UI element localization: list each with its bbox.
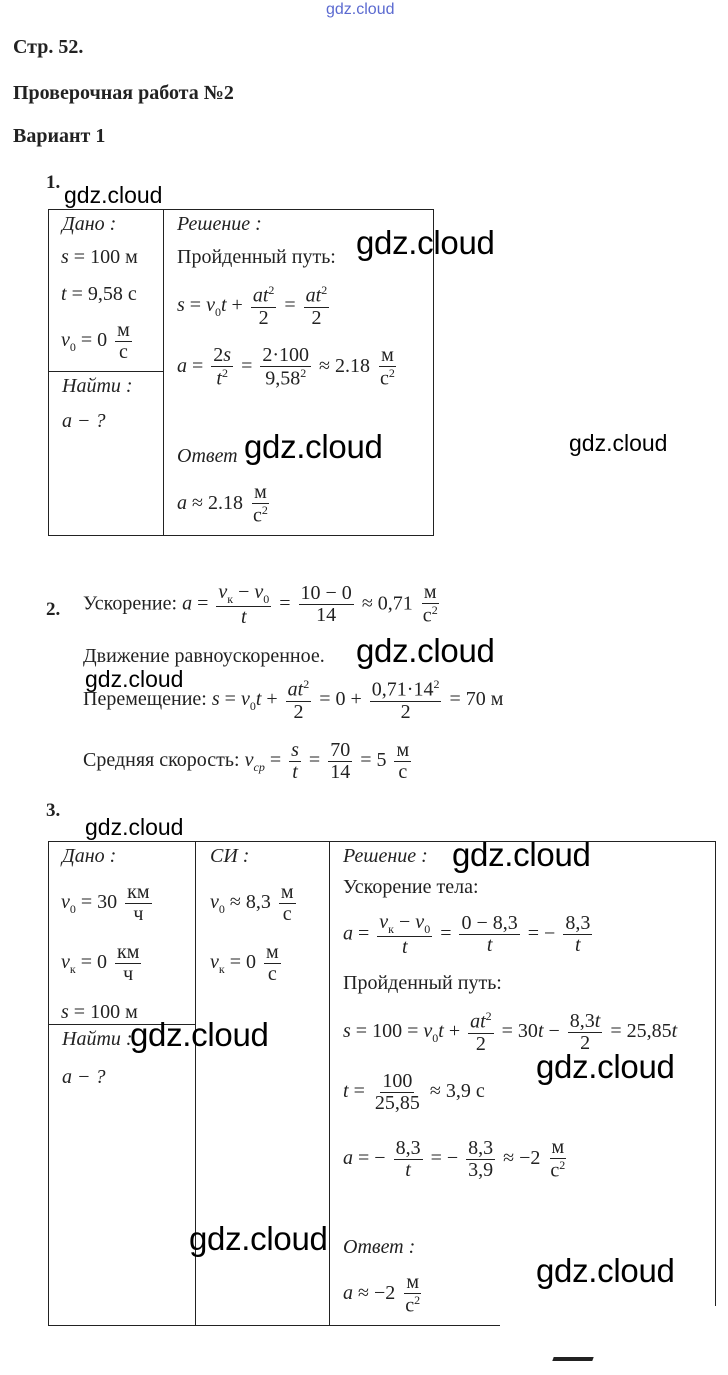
watermark: gdz.cloud	[452, 836, 591, 873]
given-t: t = 9,58 с	[61, 283, 137, 305]
formula-a: a = $\frac{2s}{t^2}$ = $\frac{2\cdot 100}{9,58^2}$ ≈ 2.18 $\frac{м}{с^2}$	[177, 344, 395, 390]
watermark: gdz.cloud	[536, 1048, 675, 1085]
find-label: Найти :	[62, 375, 133, 397]
accel-label: Ускорение тела:	[343, 876, 479, 898]
task-number: 3.	[46, 800, 61, 821]
accel-formula: a = $\frac{v_к - v_0}{t}$ = $\frac{0 - 8,3}{t}$ = − $\frac{8,3}{t}$	[343, 911, 591, 958]
given-v0: $v_0 = 0$ $\frac{м}{с}$	[61, 319, 130, 363]
watermark: gdz.cloud	[536, 1252, 675, 1289]
si-v0: $v_0 \approx 8,3$ $\frac{м}{с}$	[210, 881, 294, 925]
page-number: Стр. 52.	[13, 36, 84, 58]
watermark: gdz.cloud	[130, 1016, 269, 1053]
given-s: s = 100 м	[61, 246, 138, 268]
motion-type: Движение равноускоренное.	[83, 645, 325, 667]
watermark: gdz.cloud	[189, 1220, 328, 1257]
path-formula: $s = 100 = v_0t$ + $\frac{at^2}{2}$ = 30t − $\frac{8,3t}{2}$ = 25,85t	[343, 1009, 678, 1055]
answer-label: Ответ	[177, 445, 238, 467]
watermark: gdz.cloud	[244, 428, 383, 465]
find-value: a − ?	[62, 410, 106, 432]
time-formula: t = $\frac{100}{25,85}$ ≈ 3,9 с	[343, 1070, 485, 1114]
watermark: gdz.cloud	[64, 182, 163, 208]
acceleration-line: Ускорение: a = $\frac{v_к - v_0}{t}$ = $\frac{10 - 0}{14}$ ≈ 0,71 $\frac{м}{с^2}$	[83, 581, 438, 628]
page-title: Проверочная работа №2	[13, 82, 234, 104]
given-v0: $v_0 = 30$ $\frac{км}{ч}$	[61, 881, 150, 925]
answer-label: Ответ :	[343, 1236, 416, 1258]
find-label: Найти :	[62, 1028, 133, 1050]
variant-title: Вариант 1	[13, 125, 106, 147]
answer-value: a ≈ 2.18 $\frac{м}{с^2}$	[177, 481, 268, 527]
formula-s: $s = v_0t$ + $\frac{at^2}{2}$ = $\frac{at^2}{2}$	[177, 283, 328, 329]
watermark: gdz.cloud	[356, 224, 495, 261]
avg-speed-line: Средняя скорость: $v_{ср}$ = $\frac{s}{t}$ = $\frac{70}{14}$ = 5 $\frac{м}{с}$	[83, 739, 410, 783]
si-vk: $v_к = 0$ $\frac{м}{с}$	[210, 941, 279, 985]
path-label: Пройденный путь:	[177, 246, 336, 268]
watermark: gdz.cloud	[326, 1, 395, 18]
watermark: gdz.cloud	[85, 666, 184, 692]
given-vk: $v_к = 0$ $\frac{км}{ч}$	[61, 941, 140, 985]
watermark: gdz.cloud	[356, 632, 495, 669]
task-number: 2.	[46, 599, 61, 620]
solution-label: Решение :	[177, 213, 262, 235]
task-number: 1.	[46, 172, 61, 193]
given-s: s = 100 м	[61, 1001, 138, 1023]
path-label: Пройденный путь:	[343, 972, 502, 994]
watermark: gdz.cloud	[85, 814, 184, 840]
given-label: Дано :	[62, 845, 117, 867]
accel-result: a = − $\frac{8,3}{t}$ = − $\frac{8,3}{3,9}$ ≈ −2 $\frac{м}{с^2}$	[343, 1136, 566, 1182]
displacement-line: Перемещение: $s = v_0t$ + $\frac{at^2}{2}$ = 0 + $\frac{0,71\cdot 14^2}{2}$ = 70 м	[83, 677, 504, 723]
si-label: СИ :	[210, 845, 250, 867]
given-label: Дано :	[62, 213, 117, 235]
find-value: a − ?	[62, 1066, 106, 1088]
answer-value: a ≈ −2 $\frac{м}{с^2}$	[343, 1271, 421, 1317]
solution-label: Решение :	[343, 845, 428, 867]
watermark: gdz.cloud	[569, 430, 668, 456]
